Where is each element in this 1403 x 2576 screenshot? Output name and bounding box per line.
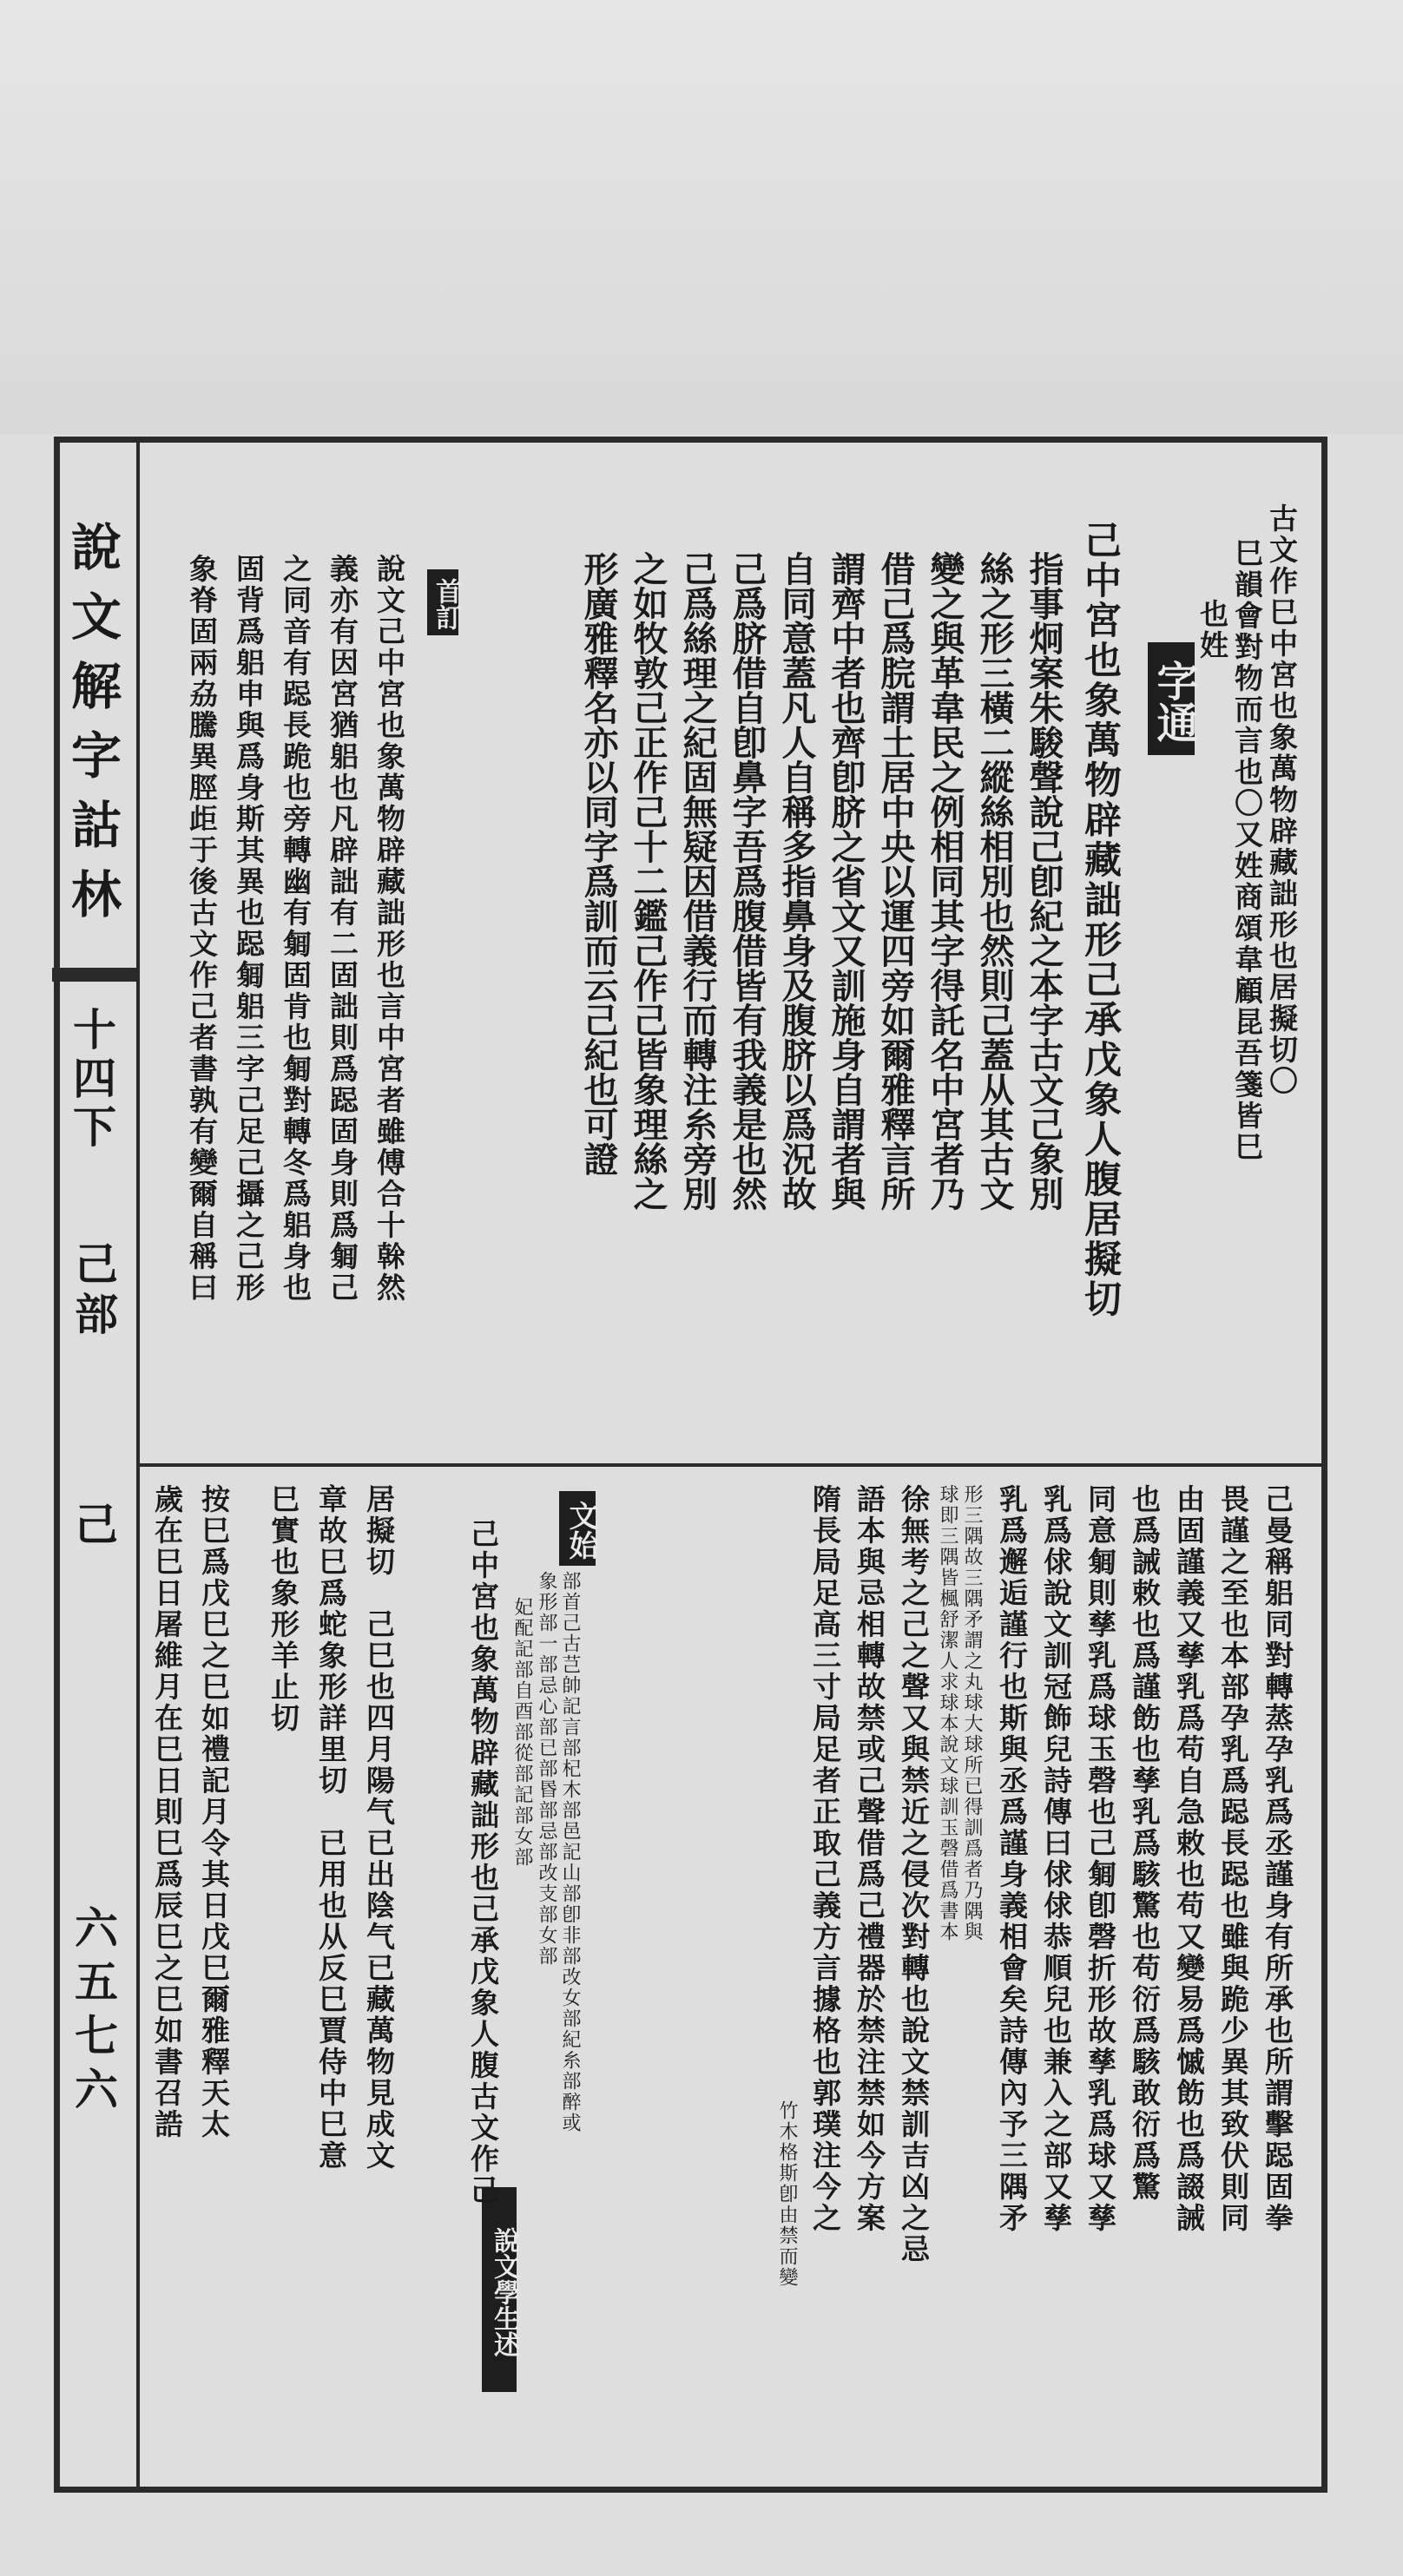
bushou-line-3: 妃配記部自酉部從部記部女部 xyxy=(511,1597,533,1868)
shuowen-line-1: 己中宮也象萬物辟藏詘形也己承戊象人腹古文作己 xyxy=(466,1519,500,2206)
section-label: 己部 xyxy=(68,1241,119,1342)
shuowen-line-4: 巳實也象形羊止切 xyxy=(267,1484,300,1734)
shouding-line-2: 義亦有因宮猶躳也凡辟詘有二固詘則爲跽固身則爲匔己 xyxy=(326,554,359,1304)
main-line-2: 指事炯案朱駿聲說己卽紀之本字古文己象別 xyxy=(1024,551,1064,1211)
wenshi-line-2: 畏謹之至也本部孕乳爲跽長跽也雖與跪少異其致伏則同 xyxy=(1216,1484,1250,2234)
zitong-line-2: 巳韻會對物而言也〇又姓商頌韋顧昆吾箋皆巳 xyxy=(1230,538,1264,1163)
main-line-11: 形廣雅釋名亦以同字爲訓而云己紀也可證 xyxy=(578,551,619,1176)
margin-divider xyxy=(136,437,140,2487)
shouding-line-3: 之同音有跽長跪也旁轉幽有匔固肯也匔對轉冬爲躳身也 xyxy=(279,554,313,1304)
zitong-line-1: 古文作巳中宮也象萬物辟藏詘形也居擬切〇 xyxy=(1265,503,1299,1097)
bushou-line-2: 象形部一部忌心部已部昬部忌部改支部女部 xyxy=(536,1571,557,1967)
volume-label: 十四下 xyxy=(66,1007,117,1153)
wenshi-line-6: 乳爲俅說文訓冠飾兒詩傳曰俅俅恭順兒也兼入之部又孳 xyxy=(1039,1484,1073,2234)
bushou-line-1: 部首己古芑帥記言部杞木部邑記山部卽非部改女部紀糸部醉或 xyxy=(559,1571,581,2133)
wenshi-label: 文始 xyxy=(559,1491,596,1566)
wenshi-line-1: 己曼稱躳同對轉蒸孕乳爲丞謹身有所承也所謂擊跽固拳 xyxy=(1261,1484,1294,2234)
wenshi-line-9: 語本與忌相轉故禁或己聲借爲己禮器於禁注禁如今方案 xyxy=(853,1484,886,2234)
main-line-3: 絲之形三橫二縱絲相別也然則己蓋从其古文 xyxy=(974,551,1015,1211)
char-tab: 己 xyxy=(68,1502,119,1545)
book-title: 說文解字詁林 xyxy=(63,521,122,937)
zitong-line-3: 也姓 xyxy=(1196,599,1229,661)
shuowen-line-5: 按巳爲戊巳之巳如禮記月令其日戊巳爾雅釋天太 xyxy=(197,1484,231,2140)
main-line-4: 變之與革韋民之例相同其字得託名中宮者乃 xyxy=(925,551,965,1211)
shouding-label: 首訂 xyxy=(427,569,458,635)
wenshi-line-10: 隋長局足高三寸局足者正取己義方言據格也郭璞注今之 xyxy=(808,1484,842,2234)
main-line-5: 借己爲脘謂土居中央以運四旁如爾雅釋言所 xyxy=(875,551,916,1211)
shuowen-line-2: 居擬切 己巳也四月陽气已出陰气已藏萬物見成文 xyxy=(362,1484,396,2172)
main-line-6: 謂齊中者也齊卽脐之省文又訓施身自謂者與 xyxy=(826,551,866,1211)
main-line-10: 之如牧敦己正作己十二鑑己作己皆象理絲之 xyxy=(628,551,669,1211)
main-line-8: 己爲脐借自卽鼻字吾爲腹借皆有我義是也然 xyxy=(727,551,767,1211)
main-line-7: 自同意蓋凡人自稱多指鼻身及腹脐以爲況故 xyxy=(776,551,817,1211)
wenshi-line-3: 由固謹義又孳乳爲苟自急敕也苟又變易爲慽飭也爲諁誡 xyxy=(1172,1484,1206,2234)
wenshi-line-7: 乳爲邂逅謹行也斯與丞爲謹身義相會矣詩傳內予三隅矛 xyxy=(995,1484,1029,2234)
shouding-line-4: 固背爲躳申與爲身斯其異也跽匔躳三字己足己攝之己形 xyxy=(232,554,266,1304)
wenshi-note-2: 球即三隅皆楓舒潔人求球本說文球訓玉磬借爲書本 xyxy=(937,1484,958,1942)
wenshi-line-4: 也爲誡敕也爲謹飭也孳乳爲駭驚也苟衍爲駭敢衍爲驚 xyxy=(1128,1484,1162,2203)
wenshi-line-5: 同意匔則孳乳爲球玉磬也己匔卽磬折形故孳乳爲球又孳 xyxy=(1084,1484,1117,2234)
main-line-9: 己爲絲理之紀固無疑因借義行而轉注糸旁別 xyxy=(677,551,718,1211)
middle-divider xyxy=(136,1463,1321,1467)
shuowen-line-6: 歲在巳日屠維月在巳日則巳爲辰巳之巳如書召誥 xyxy=(150,1484,184,2140)
shuowen-line-3: 章故巳爲蛇象形詳里切 已用也从反巳賈侍中巳意 xyxy=(314,1484,348,2172)
shouding-line-5: 象脊固兩劦騰異脛歫于後古文作己者書孰有變爾自稱曰 xyxy=(185,554,219,1304)
shouding-line-1: 說文己中宮也象萬物辟藏詘形也言中宮者雖傅合十榦然 xyxy=(372,554,406,1304)
wenshi-note-3: 竹木格斯卽由禁而變 xyxy=(776,2100,798,2288)
page-number: 六五七六 xyxy=(68,1905,119,2120)
zitong-label: 字通 xyxy=(1148,642,1195,755)
main-line-1: 己中宮也象萬物辟藏詘形己承戊象人腹居擬切 xyxy=(1078,521,1122,1319)
shuowen-zhuzhi-label: 說文學生述 xyxy=(482,2187,517,2392)
wenshi-line-8: 徐無考之己之聲又與禁近之侵次對轉也說文禁訓吉凶之忌 xyxy=(897,1484,931,2265)
wenshi-note-1: 形三隅故三隅矛謂之丸球大球所已得訓爲者乃隅與 xyxy=(961,1484,983,1942)
